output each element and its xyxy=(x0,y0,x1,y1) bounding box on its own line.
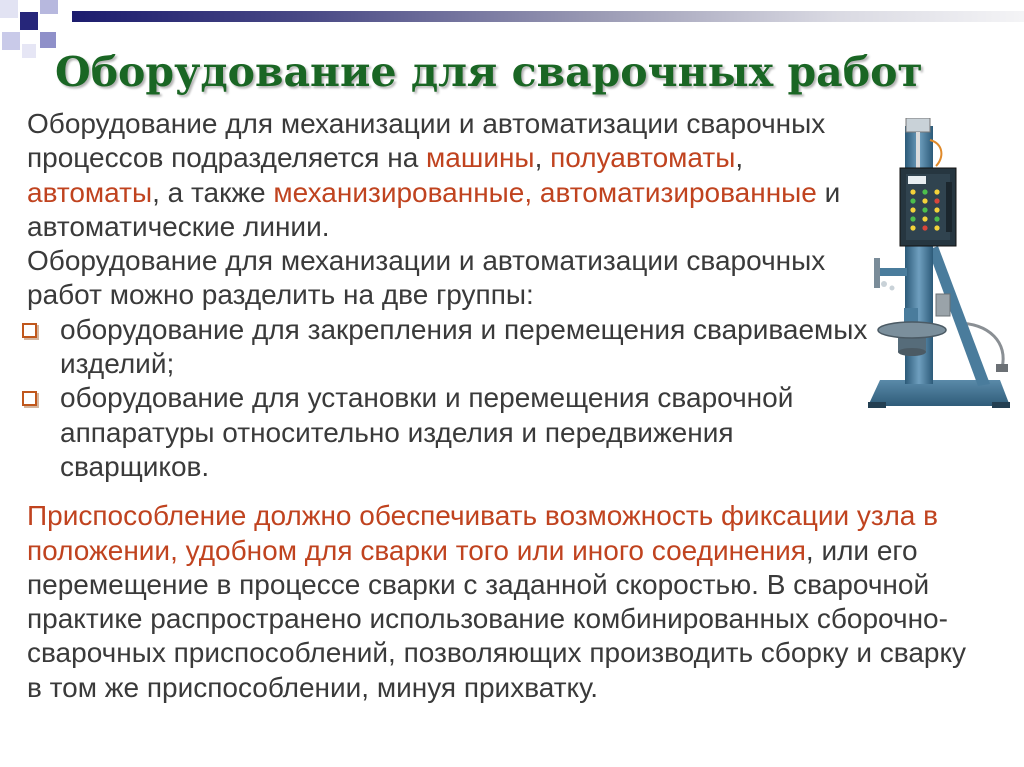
header-gradient-bar xyxy=(72,11,1024,22)
highlighted-term: полуавтоматы xyxy=(550,142,736,174)
highlighted-term: Приспособление должно обеспечивать возможность фиксации узла в xyxy=(27,500,939,532)
highlighted-term: автоматы xyxy=(27,176,153,208)
text-line xyxy=(27,636,1002,670)
text-line xyxy=(60,416,1002,450)
text-run: сварщиков. xyxy=(60,450,210,482)
bullet-item xyxy=(27,381,1002,484)
text-run: в том же приспособлении, минуя прихватку. xyxy=(27,671,599,703)
text-run: процессов подразделяется на xyxy=(27,142,427,174)
text-line xyxy=(27,602,1002,636)
text-run: аппаратуры относительно изделия и передвижения xyxy=(60,416,734,448)
text-run: сварочных приспособлений, позволяющих производить сборку и сварку xyxy=(27,637,967,669)
text-run: работ можно разделить на две группы: xyxy=(27,279,534,311)
text-line xyxy=(27,107,1002,141)
bullet-item xyxy=(27,313,1002,382)
text-run: оборудование для установки и перемещения сварочной xyxy=(60,382,794,414)
text-line xyxy=(27,210,1002,244)
text-run: Оборудование для механизации и автоматизации сварочных xyxy=(27,245,826,277)
text-line xyxy=(27,568,1002,602)
text-run: оборудование для закрепления и перемещения свариваемых xyxy=(60,313,868,345)
text-line xyxy=(27,278,1002,312)
groups-paragraph xyxy=(27,244,1002,313)
text-run: , xyxy=(534,142,551,174)
text-line xyxy=(27,671,1002,705)
highlighted-term: машины xyxy=(426,142,535,174)
text-run: практике распространено использование комбинированных сборочно- xyxy=(27,603,948,635)
text-run: , или его xyxy=(805,534,918,566)
text-line xyxy=(27,141,1002,175)
intro-paragraph xyxy=(27,107,1002,244)
note-paragraph xyxy=(27,499,1002,705)
highlighted-term: механизированные, автоматизированные xyxy=(273,176,817,208)
text-line xyxy=(27,176,1002,210)
text-run: автоматические линии. xyxy=(27,210,330,242)
text-line xyxy=(60,381,1002,415)
bullet-list xyxy=(27,313,1002,484)
text-line xyxy=(60,313,1002,347)
text-line xyxy=(27,244,1002,278)
text-line xyxy=(60,347,1002,381)
highlighted-term: положении, удобном для сварки того или иного соединения xyxy=(27,534,806,566)
text-run: перемещение в процессе сварки с заданной скоростью. В сварочной xyxy=(27,568,930,600)
text-run: изделий; xyxy=(60,348,175,380)
text-line xyxy=(60,450,1002,484)
text-line xyxy=(27,534,1002,568)
text-run: , xyxy=(735,142,744,174)
checkbox-square-icon xyxy=(22,323,37,338)
slide-title: Оборудование для сварочных работ xyxy=(55,48,923,96)
text-run: , а также xyxy=(152,176,274,208)
checkbox-square-icon xyxy=(22,391,37,406)
text-run: и xyxy=(816,176,841,208)
text-run: Оборудование для механизации и автоматизации сварочных xyxy=(27,108,826,139)
text-line xyxy=(27,499,1002,533)
slide-body xyxy=(27,107,1002,705)
